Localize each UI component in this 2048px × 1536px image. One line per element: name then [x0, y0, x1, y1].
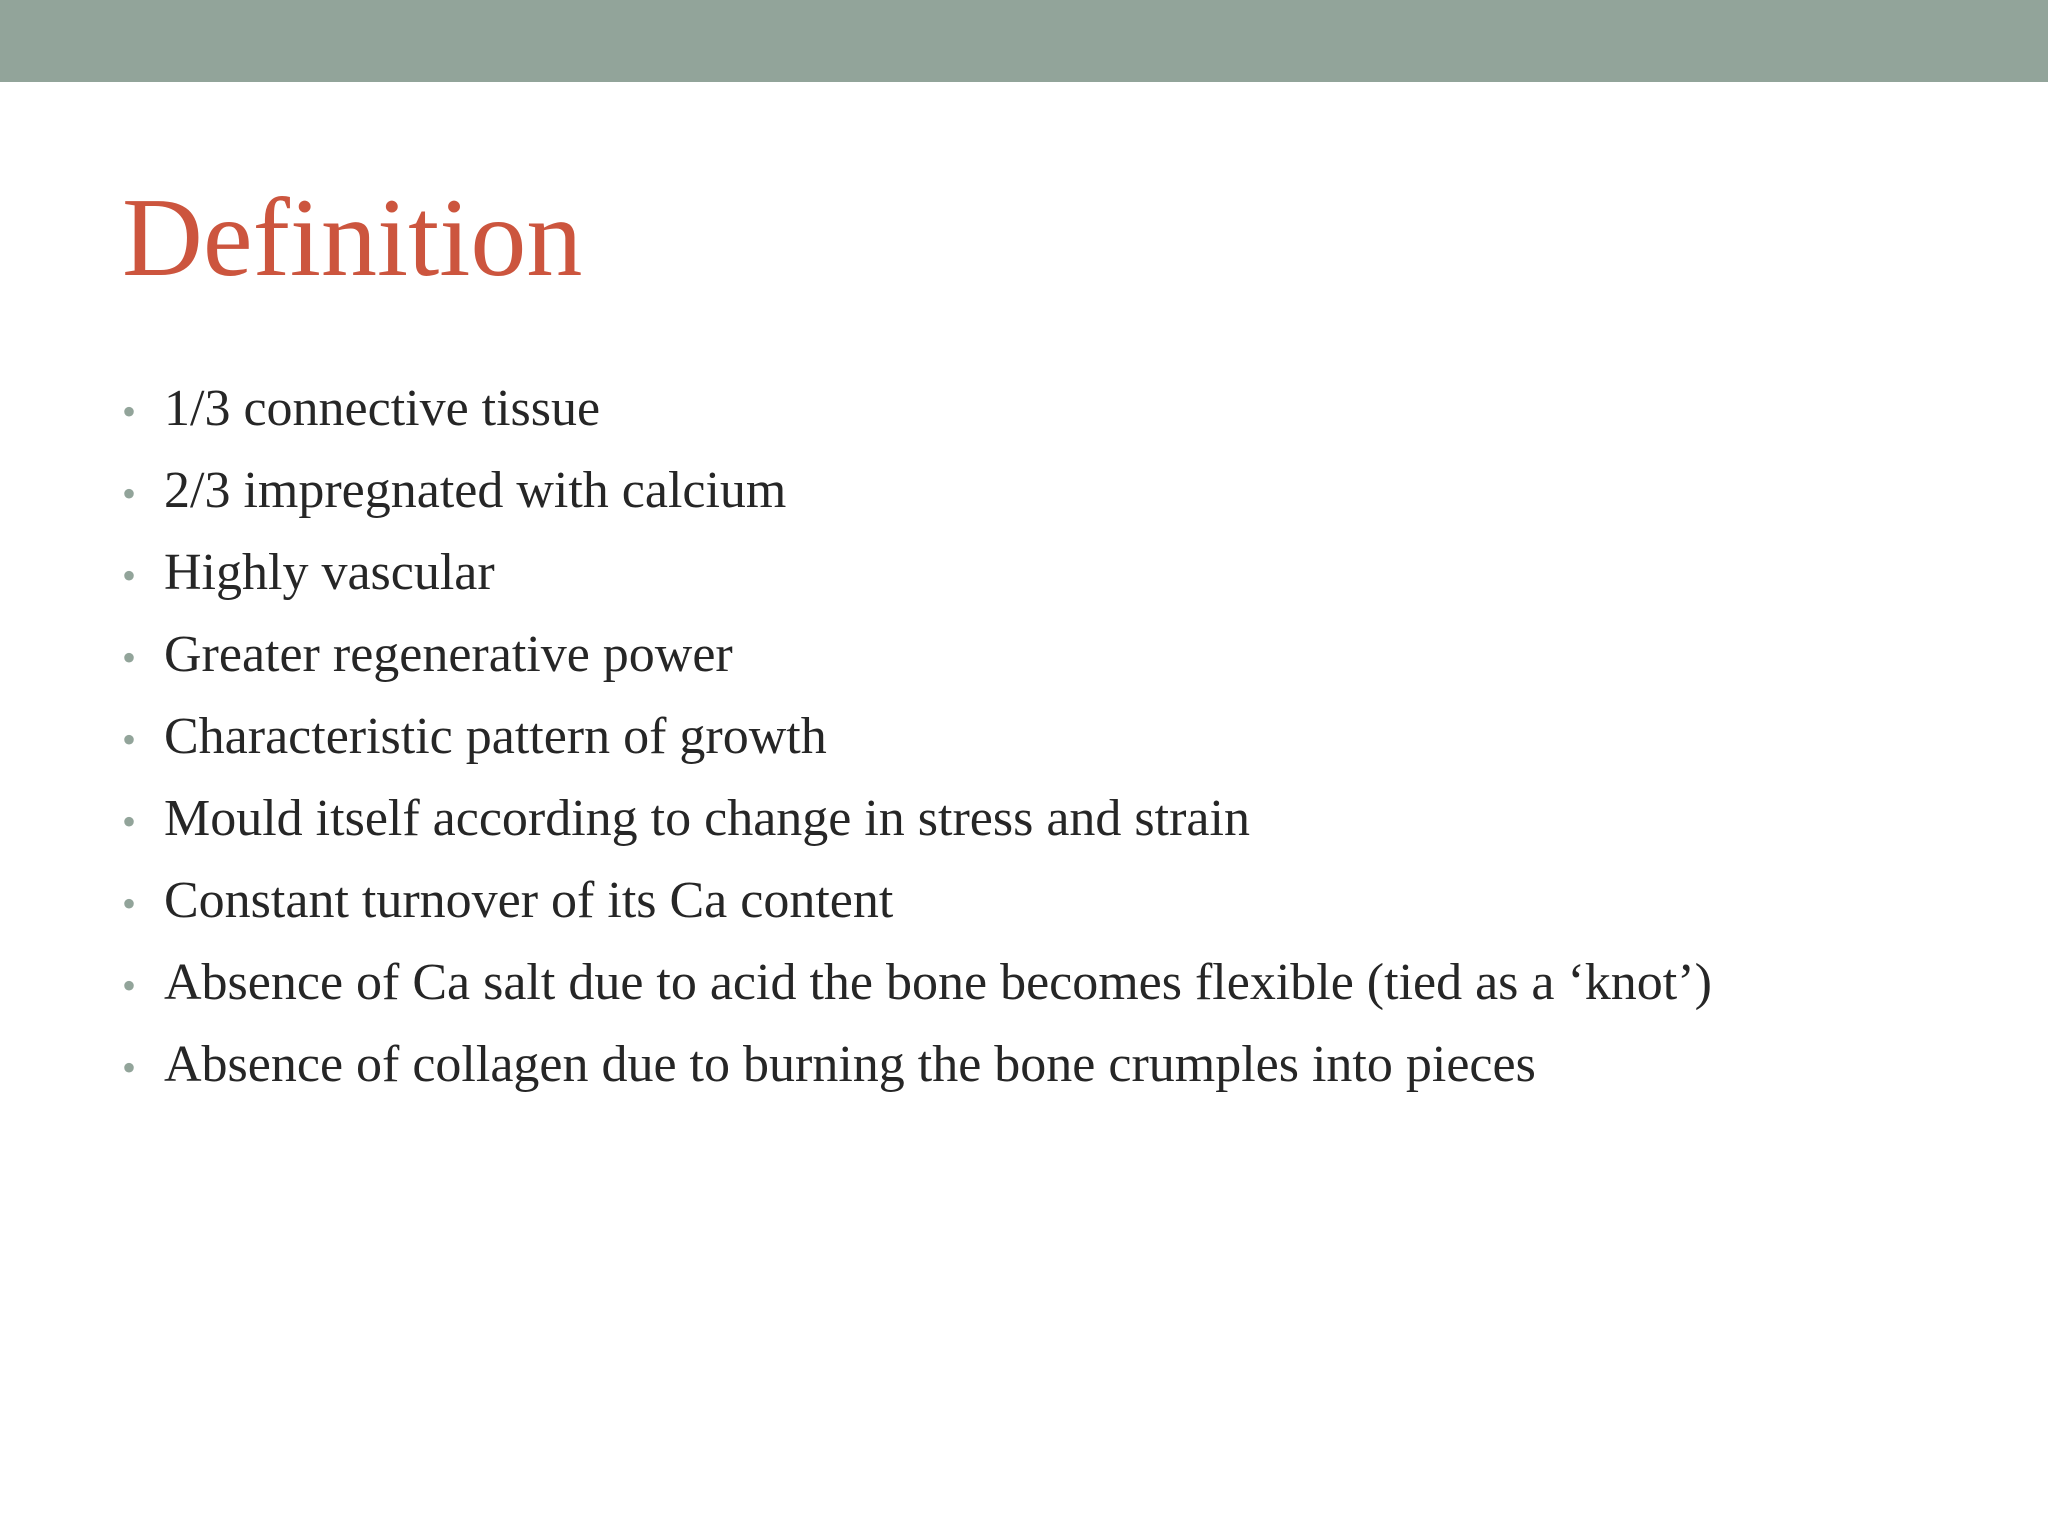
bullet-icon: •: [122, 635, 137, 680]
bullet-icon: •: [122, 799, 137, 844]
bullet-item: [122, 450, 2002, 532]
bullet-item: [122, 942, 2002, 1024]
bullet-item: [122, 860, 2002, 942]
bullet-text: Absence of collagen due to burning the bone crumples into pieces: [164, 1036, 1536, 1093]
bullet-item: [122, 368, 2002, 450]
bullet-text: Characteristic pattern of growth: [164, 708, 827, 765]
bullet-icon: •: [122, 1045, 137, 1090]
bullet-icon: •: [122, 963, 137, 1008]
bullet-text: 1/3 connective tissue: [164, 380, 601, 437]
bullet-text: 2/3 impregnated with calcium: [164, 462, 787, 519]
bullet-text: Constant turnover of its Ca content: [164, 872, 894, 929]
bullet-item: [122, 532, 2002, 614]
bullet-item: [122, 778, 2002, 860]
bullet-icon: •: [122, 553, 137, 598]
bullet-item: [122, 1024, 2002, 1106]
bullet-text: Highly vascular: [164, 544, 495, 601]
bullet-icon: •: [122, 471, 137, 516]
bullet-list: [122, 368, 2002, 1106]
bullet-text: Greater regenerative power: [164, 626, 733, 683]
bullet-item: [122, 614, 2002, 696]
bullet-text: Absence of Ca salt due to acid the bone becomes flexible (tied as a ‘knot’): [164, 954, 1712, 1011]
bullet-icon: •: [122, 881, 137, 926]
slide-title: Definition: [122, 176, 583, 300]
bullet-icon: •: [122, 717, 137, 762]
bullet-icon: •: [122, 389, 137, 434]
slide-header-band: [0, 0, 2048, 82]
bullet-item: [122, 696, 2002, 778]
bullet-text: Mould itself according to change in stress and strain: [164, 790, 1250, 847]
